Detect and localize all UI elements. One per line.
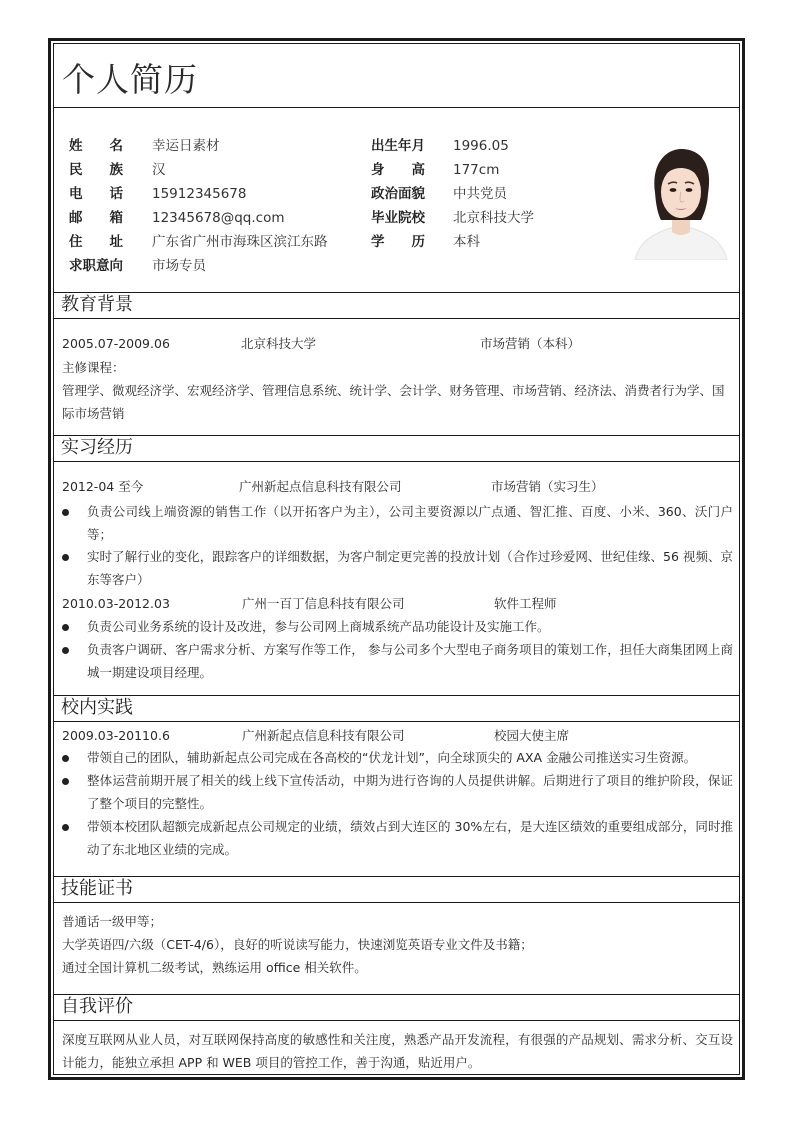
info-row-1 bbox=[54, 136, 614, 156]
birth-value: 1996.05 bbox=[453, 138, 509, 154]
ethnic-label: 民 族 bbox=[69, 162, 123, 178]
school-value: 北京科技大学 bbox=[453, 210, 534, 226]
bullet-dot bbox=[62, 624, 69, 631]
degree-label: 学 历 bbox=[371, 234, 425, 250]
page-title: 个人简历 bbox=[62, 60, 198, 99]
ethnic-value: 汉 bbox=[152, 162, 166, 178]
internship-job1-bullet2: 实时了解行业的变化，跟踪客户的详细数据，为客户制定更完善的投放计划（合作过珍爱网、世纪佳缘、56 视频、京东等客户） bbox=[87, 549, 733, 587]
info-row-4 bbox=[54, 208, 614, 228]
internship-job1-bullet1: 负责公司线上端资源的销售工作（以开拓客户为主），公司主要资源以广点通、智汇推、百度、小米、360、沃门户等； bbox=[87, 504, 733, 542]
personal-info bbox=[54, 108, 739, 292]
title-box bbox=[54, 44, 739, 108]
internship-job2-bullet2: 负责客户调研、客户需求分析、方案写作等工作， 参与公司多个大型电子商务项目的策划工作，担任大商集团网上商城一期建设项目经理。 bbox=[87, 642, 733, 680]
email-label: 邮 箱 bbox=[69, 210, 123, 226]
self-text: 深度互联网从业人员，对互联网保持高度的敏感性和关注度，熟悉产品开发流程，有很强的产品规划、需求分析、交互设计能力，能独立承担 APP 和 WEB 项目的管控工作，善于沟通，贴近用户。 bbox=[62, 1032, 733, 1070]
politics-label: 政治面貌 bbox=[371, 186, 425, 202]
campus-heading bbox=[54, 695, 739, 722]
self-heading-text: 自我评价 bbox=[61, 996, 133, 1017]
education-school: 北京科技大学 bbox=[241, 336, 317, 351]
campus-heading-text: 校内实践 bbox=[61, 697, 133, 718]
skills-line-3: 通过全国计算机二级考试，熟练运用 office 相关软件。 bbox=[62, 960, 367, 975]
politics-value: 中共党员 bbox=[453, 186, 507, 202]
bullet-dot bbox=[62, 755, 69, 762]
birth-label: 出生年月 bbox=[371, 138, 425, 154]
campus-period: 2009.03-20110.6 bbox=[62, 728, 170, 743]
resume-frame bbox=[48, 38, 745, 1080]
internship-heading bbox=[54, 435, 739, 462]
campus-company: 广州新起点信息科技有限公司 bbox=[242, 728, 405, 743]
education-courses: 管理学、微观经济学、宏观经济学、管理信息系统、统计学、会计学、财务管理、市场营销、经济法、消费者行为学、国际市场营销 bbox=[62, 383, 725, 421]
internship-job2-company: 广州一百丁信息科技有限公司 bbox=[242, 596, 405, 611]
bullet-dot bbox=[62, 509, 69, 516]
internship-job2-role: 软件工程师 bbox=[494, 596, 557, 611]
height-label: 身 高 bbox=[371, 162, 425, 178]
info-row-3 bbox=[54, 184, 614, 204]
bullet-dot bbox=[62, 647, 69, 654]
address-label: 住 址 bbox=[69, 234, 123, 250]
bullet-dot bbox=[62, 554, 69, 561]
name-label: 姓 名 bbox=[69, 138, 123, 154]
internship-job2-bullet1: 负责公司业务系统的设计及改进，参与公司网上商城系统产品功能设计及实施工作。 bbox=[87, 619, 550, 634]
skills-line-1: 普通话一级甲等； bbox=[62, 914, 163, 929]
intent-label: 求职意向 bbox=[69, 258, 123, 274]
education-courses-label: 主修课程： bbox=[62, 360, 125, 375]
bullet-dot bbox=[62, 824, 69, 831]
campus-role: 校园大使主席 bbox=[494, 728, 570, 743]
skills-heading-text: 技能证书 bbox=[61, 878, 133, 899]
bullet-dot bbox=[62, 778, 69, 785]
address-value: 广东省广州市海珠区滨江东路 bbox=[152, 234, 328, 250]
internship-heading-text: 实习经历 bbox=[61, 437, 133, 458]
education-heading-text: 教育背景 bbox=[61, 294, 133, 315]
degree-value: 本科 bbox=[453, 234, 480, 250]
skills-heading bbox=[54, 876, 739, 903]
campus-bullet2: 整体运营前期开展了相关的线上线下宣传活动，中期为进行咨询的人员提供讲解。后期进行了项目的维护阶段，保证了整个项目的完整性。 bbox=[87, 773, 733, 811]
phone-value: 15912345678 bbox=[152, 186, 247, 202]
internship-job1-role: 市场营销（实习生） bbox=[491, 479, 604, 494]
skills-line-2: 大学英语四/六级（CET-4/6），良好的听说读写能力，快速浏览英语专业文件及书籍； bbox=[62, 937, 533, 952]
name-value: 幸运日素材 bbox=[152, 138, 220, 154]
education-heading bbox=[54, 292, 739, 319]
internship-job2-period: 2010.03-2012.03 bbox=[62, 596, 170, 611]
profile-photo bbox=[631, 142, 731, 260]
info-row-2 bbox=[54, 160, 614, 180]
info-row-5 bbox=[54, 232, 614, 252]
internship-job1-period: 2012-04 至今 bbox=[62, 479, 144, 494]
school-label: 毕业院校 bbox=[371, 210, 425, 226]
intent-value: 市场专员 bbox=[152, 258, 206, 274]
height-value: 177cm bbox=[453, 162, 500, 178]
info-row-6 bbox=[54, 256, 614, 276]
email-value: 12345678@qq.com bbox=[152, 210, 285, 226]
self-heading bbox=[54, 994, 739, 1021]
phone-label: 电 话 bbox=[69, 186, 123, 202]
campus-bullet1: 带领自己的团队，辅助新起点公司完成在各高校的“伏龙计划”，向全球顶尖的 AXA 金融公司推送实习生资源。 bbox=[87, 750, 697, 765]
resume-inner-border bbox=[53, 43, 740, 1075]
internship-job1-company: 广州新起点信息科技有限公司 bbox=[239, 479, 402, 494]
education-major: 市场营销（本科） bbox=[480, 336, 581, 351]
campus-bullet3: 带领本校团队超额完成新起点公司规定的业绩，绩效占到大连区的 30%左右，是大连区绩效的重要组成部分，同时推动了东北地区业绩的完成。 bbox=[87, 819, 733, 857]
education-period: 2005.07-2009.06 bbox=[62, 336, 170, 351]
